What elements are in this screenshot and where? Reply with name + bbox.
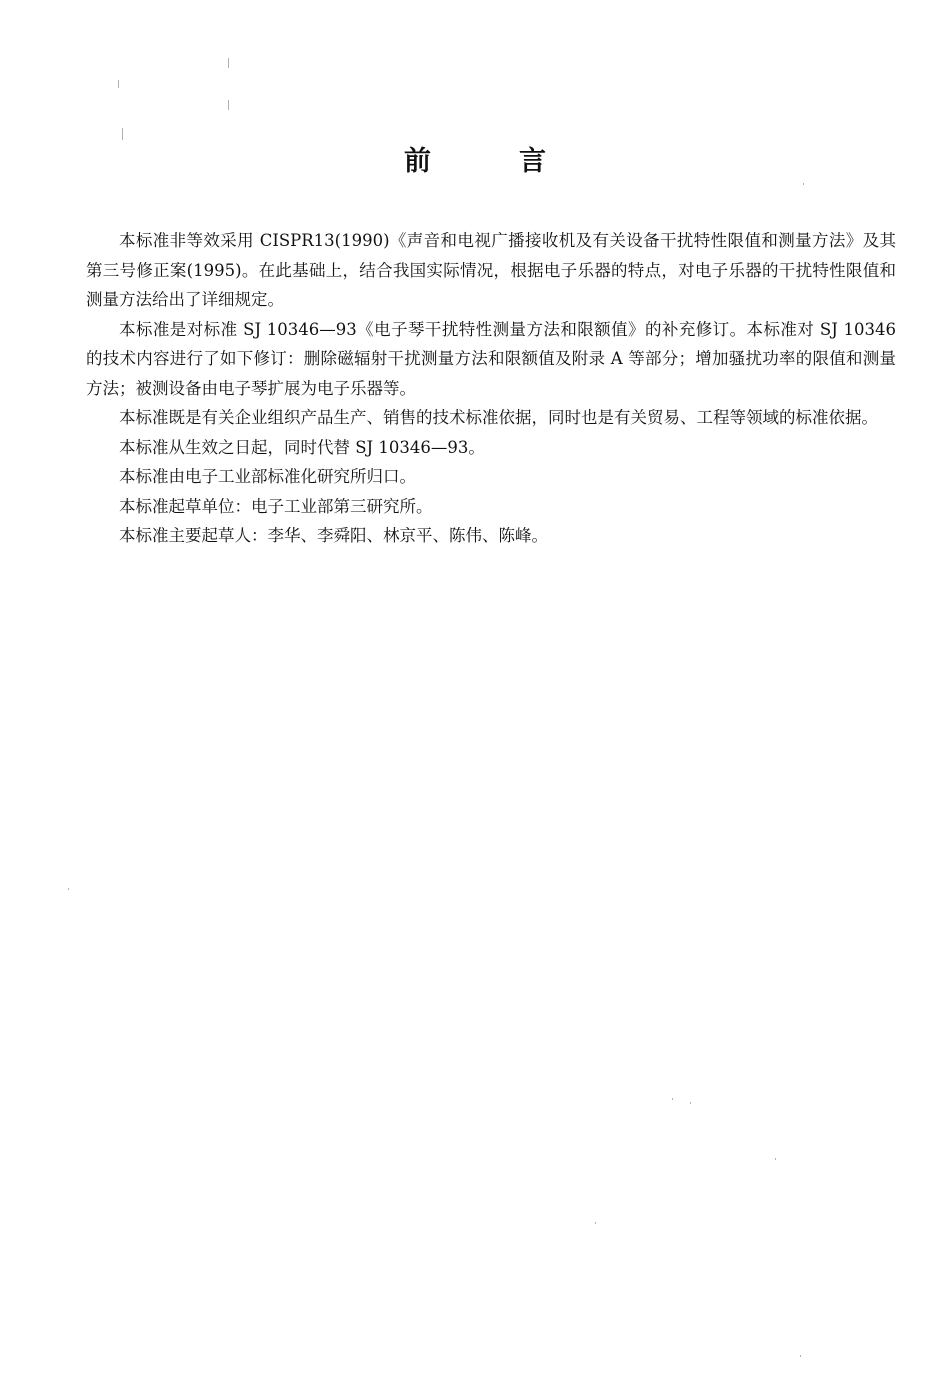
- paragraph-adoption: 本标准非等效采用 CISPR13(1990)《声音和电视广播接收机及有关设备干扰特性限值和测量方法》及其第三号修正案(1995)。在此基础上，结合我国实际情况，根据电子乐器的特点，对电子乐器的干扰特性限值和测量方法给出了详细规定。: [86, 231, 896, 309]
- paragraph-drafters: 本标准主要起草人：李华、李舜阳、林京平、陈伟、陈峰。: [119, 526, 548, 545]
- paragraph-basis: 本标准既是有关企业组织产品生产、销售的技术标准依据，同时也是有关贸易、工程等领域的标准依据。: [119, 408, 878, 427]
- paragraph-replacement: 本标准从生效之日起，同时代替 SJ 10346—93。: [119, 437, 485, 457]
- paragraph-responsible: 本标准由电子工业部标准化研究所归口。: [119, 467, 416, 486]
- title-char-2: 言: [519, 146, 546, 177]
- page-title: [0, 142, 950, 182]
- preface-body: [86, 226, 896, 551]
- paragraph-revision: 本标准是对标准 SJ 10346—93《电子琴干扰特性测量方法和限额值》的补充修订。本标准对 SJ 10346 的技术内容进行了如下修订：删除磁辐射干扰测量方法和限额值及附录 A 等部分；增加骚扰功率的限值和测量方法；被测设备由电子琴扩展为电子乐器等。: [86, 319, 896, 398]
- title-char-1: 前: [404, 146, 431, 177]
- paragraph-drafting-unit: 本标准起草单位：电子工业部第三研究所。: [119, 496, 433, 516]
